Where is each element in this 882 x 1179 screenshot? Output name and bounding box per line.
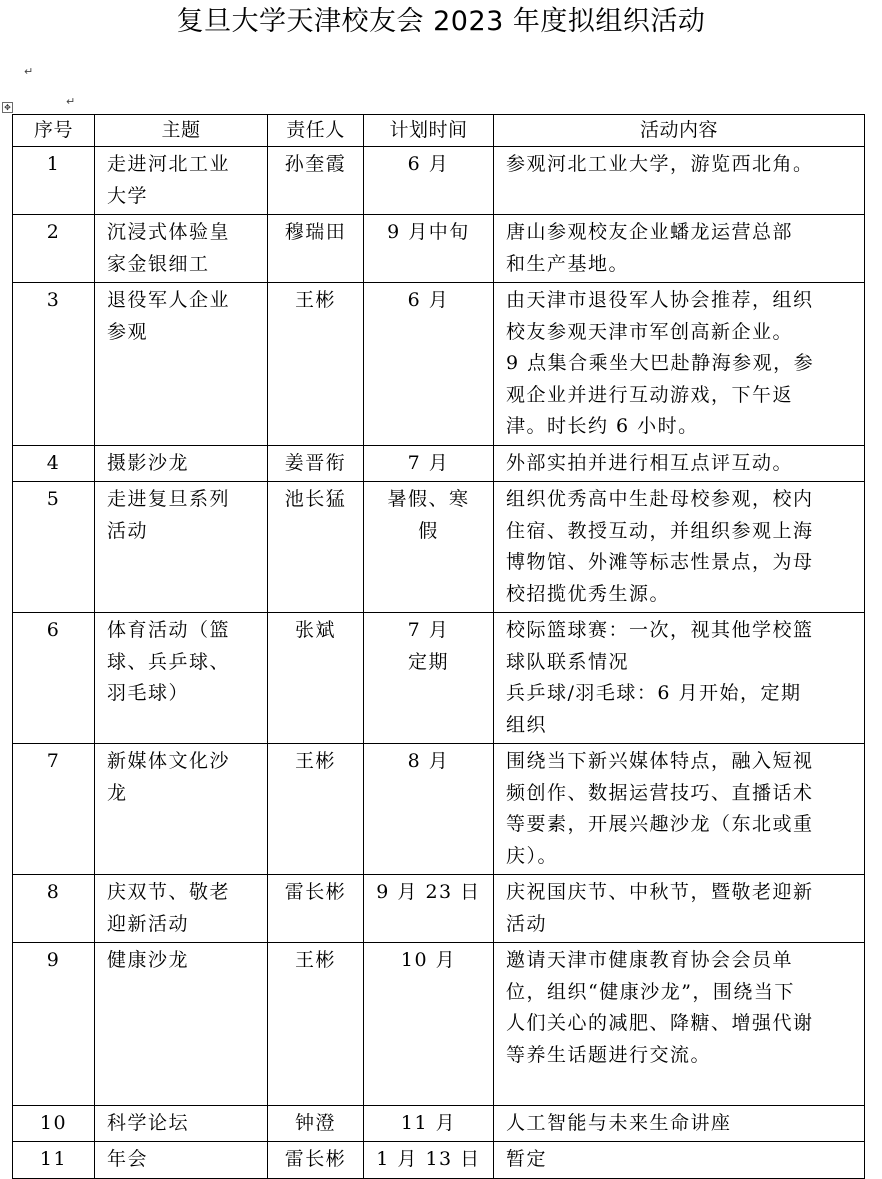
table-row [13,445,865,482]
cell-topic-text: 球、兵乒球、 [107,650,231,673]
cell-topic [95,1105,268,1142]
activity-table [12,114,865,1179]
cell-content-text: 等养生话题进行交流。 [506,1043,712,1066]
cell-content [494,147,865,215]
cell-topic-text: 羽毛球） [107,682,190,704]
cell-content [494,1105,865,1142]
paragraph-mark: ↵ [24,65,34,78]
cell-time [364,283,494,446]
cell-content-text: 由天津市退役军人协会推荐，组织 [506,289,814,311]
cell-time [364,1142,494,1179]
header-time: 计划时间 [364,115,494,147]
cell-content [494,215,865,283]
table-row [13,875,865,943]
cell-content-text: 围绕当下新兴媒体特点，融入短视 [506,750,814,772]
cell-topic-text: 家金银细工 [107,252,210,275]
table-row [13,943,865,1106]
cell-content-text: 人工智能与未来生命讲座 [506,1111,732,1134]
cell-number [13,482,95,613]
header-number: 序号 [13,115,95,147]
cell-content-text: 球队联系情况 [506,650,630,673]
cell-person [268,445,364,482]
cell-number-text: 3 [46,289,61,311]
cell-number-text: 1 [46,153,61,175]
cell-time-text: 假 [418,519,439,542]
cell-content-text: 博物馆、外滩等标志性景点，为母 [506,551,814,573]
cell-content-text: 邀请天津市健康教育协会会员单 [506,949,794,971]
cell-time [364,215,494,283]
cell-topic [95,445,268,482]
cell-number-text: 9 [46,949,61,971]
cell-time-text: 9 月 23 日 [376,881,481,903]
cell-number-text: 8 [46,881,61,903]
cell-person-text: 雷长彬 [284,1148,347,1170]
cell-time-text: 定期 [407,650,449,673]
table-row [13,744,865,875]
cell-time [364,613,494,744]
table-row [13,613,865,744]
cell-topic-text: 体育活动（篮 [107,619,231,641]
cell-topic-text: 走进复旦系列 [107,488,231,510]
cell-person-text: 雷长彬 [284,881,347,903]
cell-content [494,613,865,744]
cell-person [268,744,364,875]
cell-time-text: 1 月 13 日 [376,1148,481,1170]
table-row [13,482,865,613]
cell-content-text: 组织 [506,713,548,736]
cell-person [268,875,364,943]
header-person: 责任人 [268,115,364,147]
cell-content-text: 校招揽优秀生源。 [506,582,671,605]
cell-topic-text: 参观 [107,320,149,343]
table-row [13,1142,865,1179]
cell-content-text: 组织优秀高中生赴母校参观，校内 [506,488,814,510]
cell-number [13,744,95,875]
cell-number [13,283,95,446]
cell-time [364,1105,494,1142]
table-move-handle-icon[interactable]: ✥ [2,102,13,113]
cell-content-text: 参观河北工业大学，游览西北角。 [506,153,814,175]
table-header-row [13,115,865,147]
cell-content-text: 暂定 [506,1148,548,1170]
cell-person-text: 孙奎霞 [284,153,347,175]
cell-number-text: 11 [39,1148,68,1170]
cell-person [268,1142,364,1179]
cell-number [13,613,95,744]
cell-content [494,445,865,482]
cell-topic-text: 摄影沙龙 [107,451,190,474]
cell-time-text: 7 月 [407,451,450,474]
cell-time-text: 6 月 [407,153,450,175]
cell-person-text: 张斌 [294,619,336,641]
header-topic: 主题 [95,115,268,147]
cell-content-text: 观企业并进行互动游戏，下午返 [506,383,794,406]
cell-content-text: 津。时长约 6 小时。 [506,415,699,437]
cell-content-text: 兵乒球/羽毛球：6 月开始，定期 [506,682,802,704]
cell-topic-text: 科学论坛 [107,1111,190,1134]
cell-person-text: 王彬 [294,949,336,971]
cell-content-text: 和生产基地。 [506,252,630,275]
cell-content-text: 校际篮球赛：一次，视其他学校篮 [506,619,814,641]
cell-number [13,1105,95,1142]
cell-topic [95,147,268,215]
table-row [13,1105,865,1142]
cell-content [494,744,865,875]
table-row [13,215,865,283]
cell-time-text: 11 月 [400,1111,457,1134]
cell-content-text: 频创作、数据运营技巧、直播话术 [506,781,814,804]
cell-topic-text: 健康沙龙 [107,949,190,971]
cell-topic-text: 活动 [107,519,149,542]
paragraph-mark: ↵ [66,95,76,108]
cell-number-text: 2 [46,221,61,243]
cell-time [364,744,494,875]
cell-topic-text: 大学 [107,184,149,207]
cell-person-text: 姜晋衔 [284,451,347,474]
cell-number [13,943,95,1106]
cell-content-text [506,1071,860,1103]
header-content: 活动内容 [494,115,865,147]
cell-time-text: 7 月 [407,619,450,641]
cell-content-text: 校友参观天津市军创高新企业。 [506,320,794,343]
cell-number [13,147,95,215]
cell-content-text: 9 点集合乘坐大巴赴静海参观，参 [506,352,815,374]
cell-time [364,482,494,613]
cell-person [268,215,364,283]
cell-topic [95,744,268,875]
cell-number-text: 10 [39,1111,68,1134]
cell-topic-text: 龙 [107,781,128,804]
cell-person-text: 穆瑞田 [284,221,347,243]
cell-number-text: 7 [46,750,61,772]
cell-topic [95,943,268,1106]
cell-person-text: 王彬 [294,750,336,772]
cell-number [13,1142,95,1179]
cell-time-text: 8 月 [407,750,450,772]
cell-content [494,283,865,446]
cell-content [494,943,865,1106]
cell-number [13,875,95,943]
cell-topic [95,875,268,943]
cell-topic-text: 沉浸式体验皇 [107,221,231,243]
table-row [13,147,865,215]
cell-content-text: 位，组织“健康沙龙”，围绕当下 [506,980,795,1003]
cell-time-text: 10 月 [400,949,457,971]
cell-topic-text: 走进河北工业 [107,153,231,175]
cell-content-text: 人们关心的减肥、降糖、增强代谢 [506,1012,814,1034]
cell-topic-text: 庆双节、敬老 [107,881,231,903]
cell-topic-text: 年会 [107,1148,149,1170]
cell-topic [95,215,268,283]
cell-time-text: 9 月中旬 [387,221,470,243]
cell-number-text: 5 [46,488,61,510]
cell-topic-text: 退役军人企业 [107,289,231,311]
cell-person-text: 钟澄 [294,1111,336,1134]
cell-content-text: 唐山参观校友企业蟠龙运营总部 [506,221,794,243]
cell-person [268,943,364,1106]
cell-content [494,1142,865,1179]
cell-time-text: 6 月 [407,289,450,311]
cell-content-text: 外部实拍并进行相互点评互动。 [506,451,794,474]
cell-person [268,482,364,613]
cell-number-text: 4 [46,451,61,474]
cell-number-text: 6 [46,619,61,641]
cell-time [364,943,494,1106]
cell-person-text: 池长猛 [284,488,347,510]
cell-person [268,613,364,744]
cell-person [268,283,364,446]
cell-topic-text: 迎新活动 [107,912,190,935]
cell-time-text: 暑假、寒 [387,488,470,510]
cell-content [494,875,865,943]
cell-content-text: 庆）。 [506,844,559,867]
cell-content-text: 活动 [506,912,548,935]
cell-topic [95,283,268,446]
cell-content-text: 等要素，开展兴趣沙龙（东北或重 [506,813,814,835]
cell-topic [95,613,268,744]
cell-number [13,215,95,283]
cell-person-text: 王彬 [294,289,336,311]
cell-person [268,147,364,215]
cell-time [364,147,494,215]
cell-content-text: 庆祝国庆节、中秋节，暨敬老迎新 [506,881,814,903]
cell-content [494,482,865,613]
cell-topic-text: 新媒体文化沙 [107,750,231,772]
cell-content-text: 住宿、教授互动，并组织参观上海 [506,519,814,542]
cell-person [268,1105,364,1142]
cell-number [13,445,95,482]
document-title: 复旦大学天津校友会 2023 年度拟组织活动 [176,6,706,37]
table-row [13,283,865,446]
cell-time [364,445,494,482]
cell-time [364,875,494,943]
cell-topic [95,1142,268,1179]
cell-topic [95,482,268,613]
